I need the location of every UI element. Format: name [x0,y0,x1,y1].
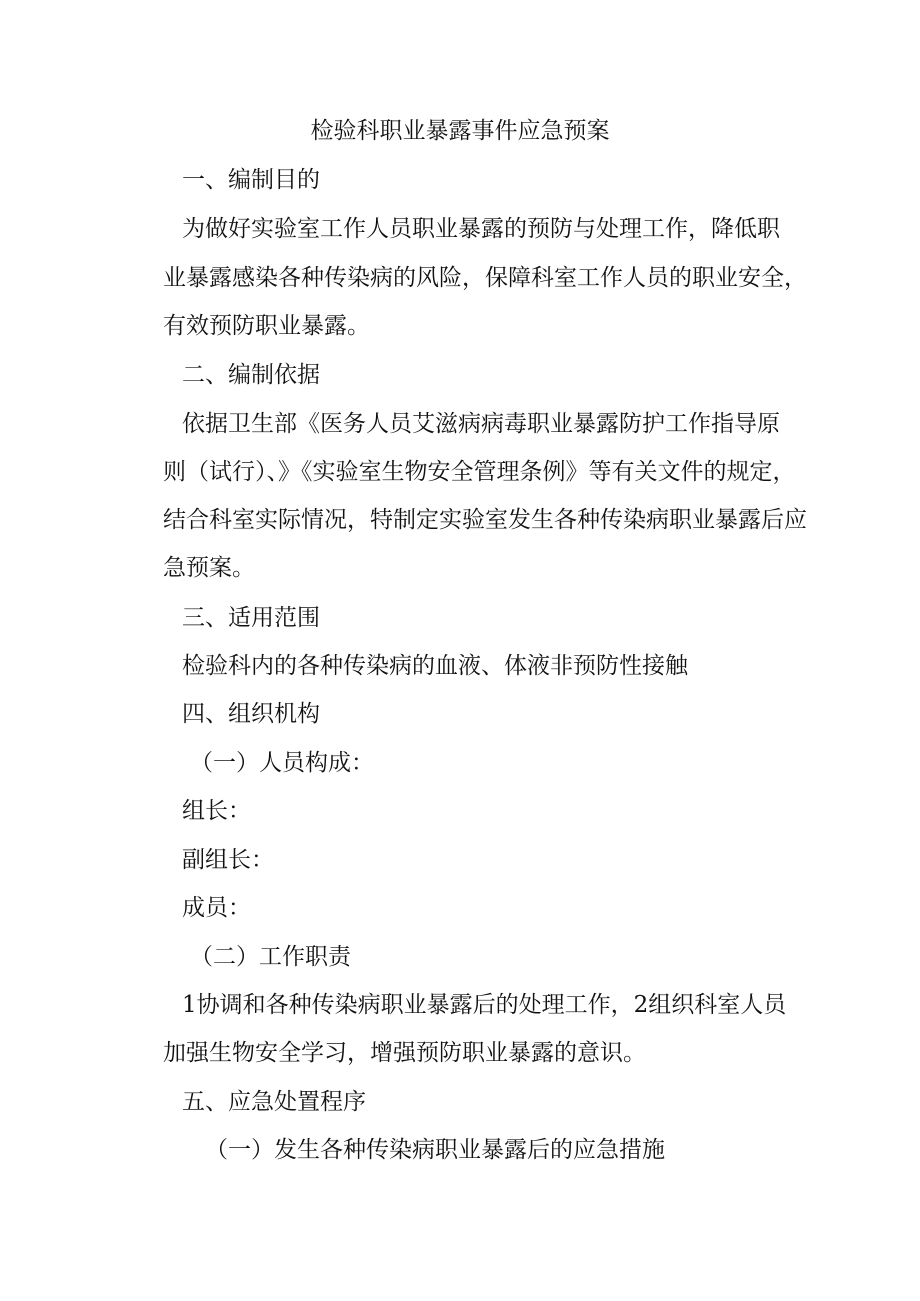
paragraph-line: 急预案。 [163,555,255,581]
role-members: 成员： [182,895,251,921]
section-heading-basis: 二、编制依据 [182,362,320,388]
paragraph-line: 有效预防职业暴露。 [163,313,370,339]
paragraph-line: 结合科室实际情况，特制定实验室发生各种传染病职业暴露后应 [163,507,807,533]
subsection-heading-personnel: （一）人员构成： [190,750,374,776]
paragraph-line: 业暴露感染各种传染病的风险，保障科室工作人员的职业安全， [163,265,807,291]
paragraph-line: 1协调和各种传染病职业暴露后的处理工作，2组织科室人员 [182,992,787,1018]
paragraph-line: 加强生物安全学习，增强预防职业暴露的意识。 [163,1040,646,1066]
role-leader: 组长： [182,798,251,824]
paragraph-line: 为做好实验室工作人员职业暴露的预防与处理工作，降低职 [182,216,780,242]
paragraph-line: 检验科内的各种传染病的血液、体液非预防性接触 [182,653,688,679]
section-heading-purpose: 一、编制目的 [182,167,320,193]
role-deputy-leader: 副组长： [182,847,274,873]
subsection-heading-emergency-measures: （一）发生各种传染病职业暴露后的应急措施 [205,1137,665,1163]
subsection-heading-duties: （二）工作职责 [190,944,351,970]
section-heading-scope: 三、适用范围 [182,605,320,631]
paragraph-line: 依据卫生部《医务人员艾滋病病毒职业暴露防护工作指导原 [182,411,780,437]
section-heading-procedure: 五、应急处置程序 [182,1089,366,1115]
document-title: 检验科职业暴露事件应急预案 [310,118,610,144]
paragraph-line: 则（试行）、》《实验室生物安全管理条例》等有关文件的规定， [163,459,796,485]
section-heading-organization: 四、组织机构 [182,701,320,727]
